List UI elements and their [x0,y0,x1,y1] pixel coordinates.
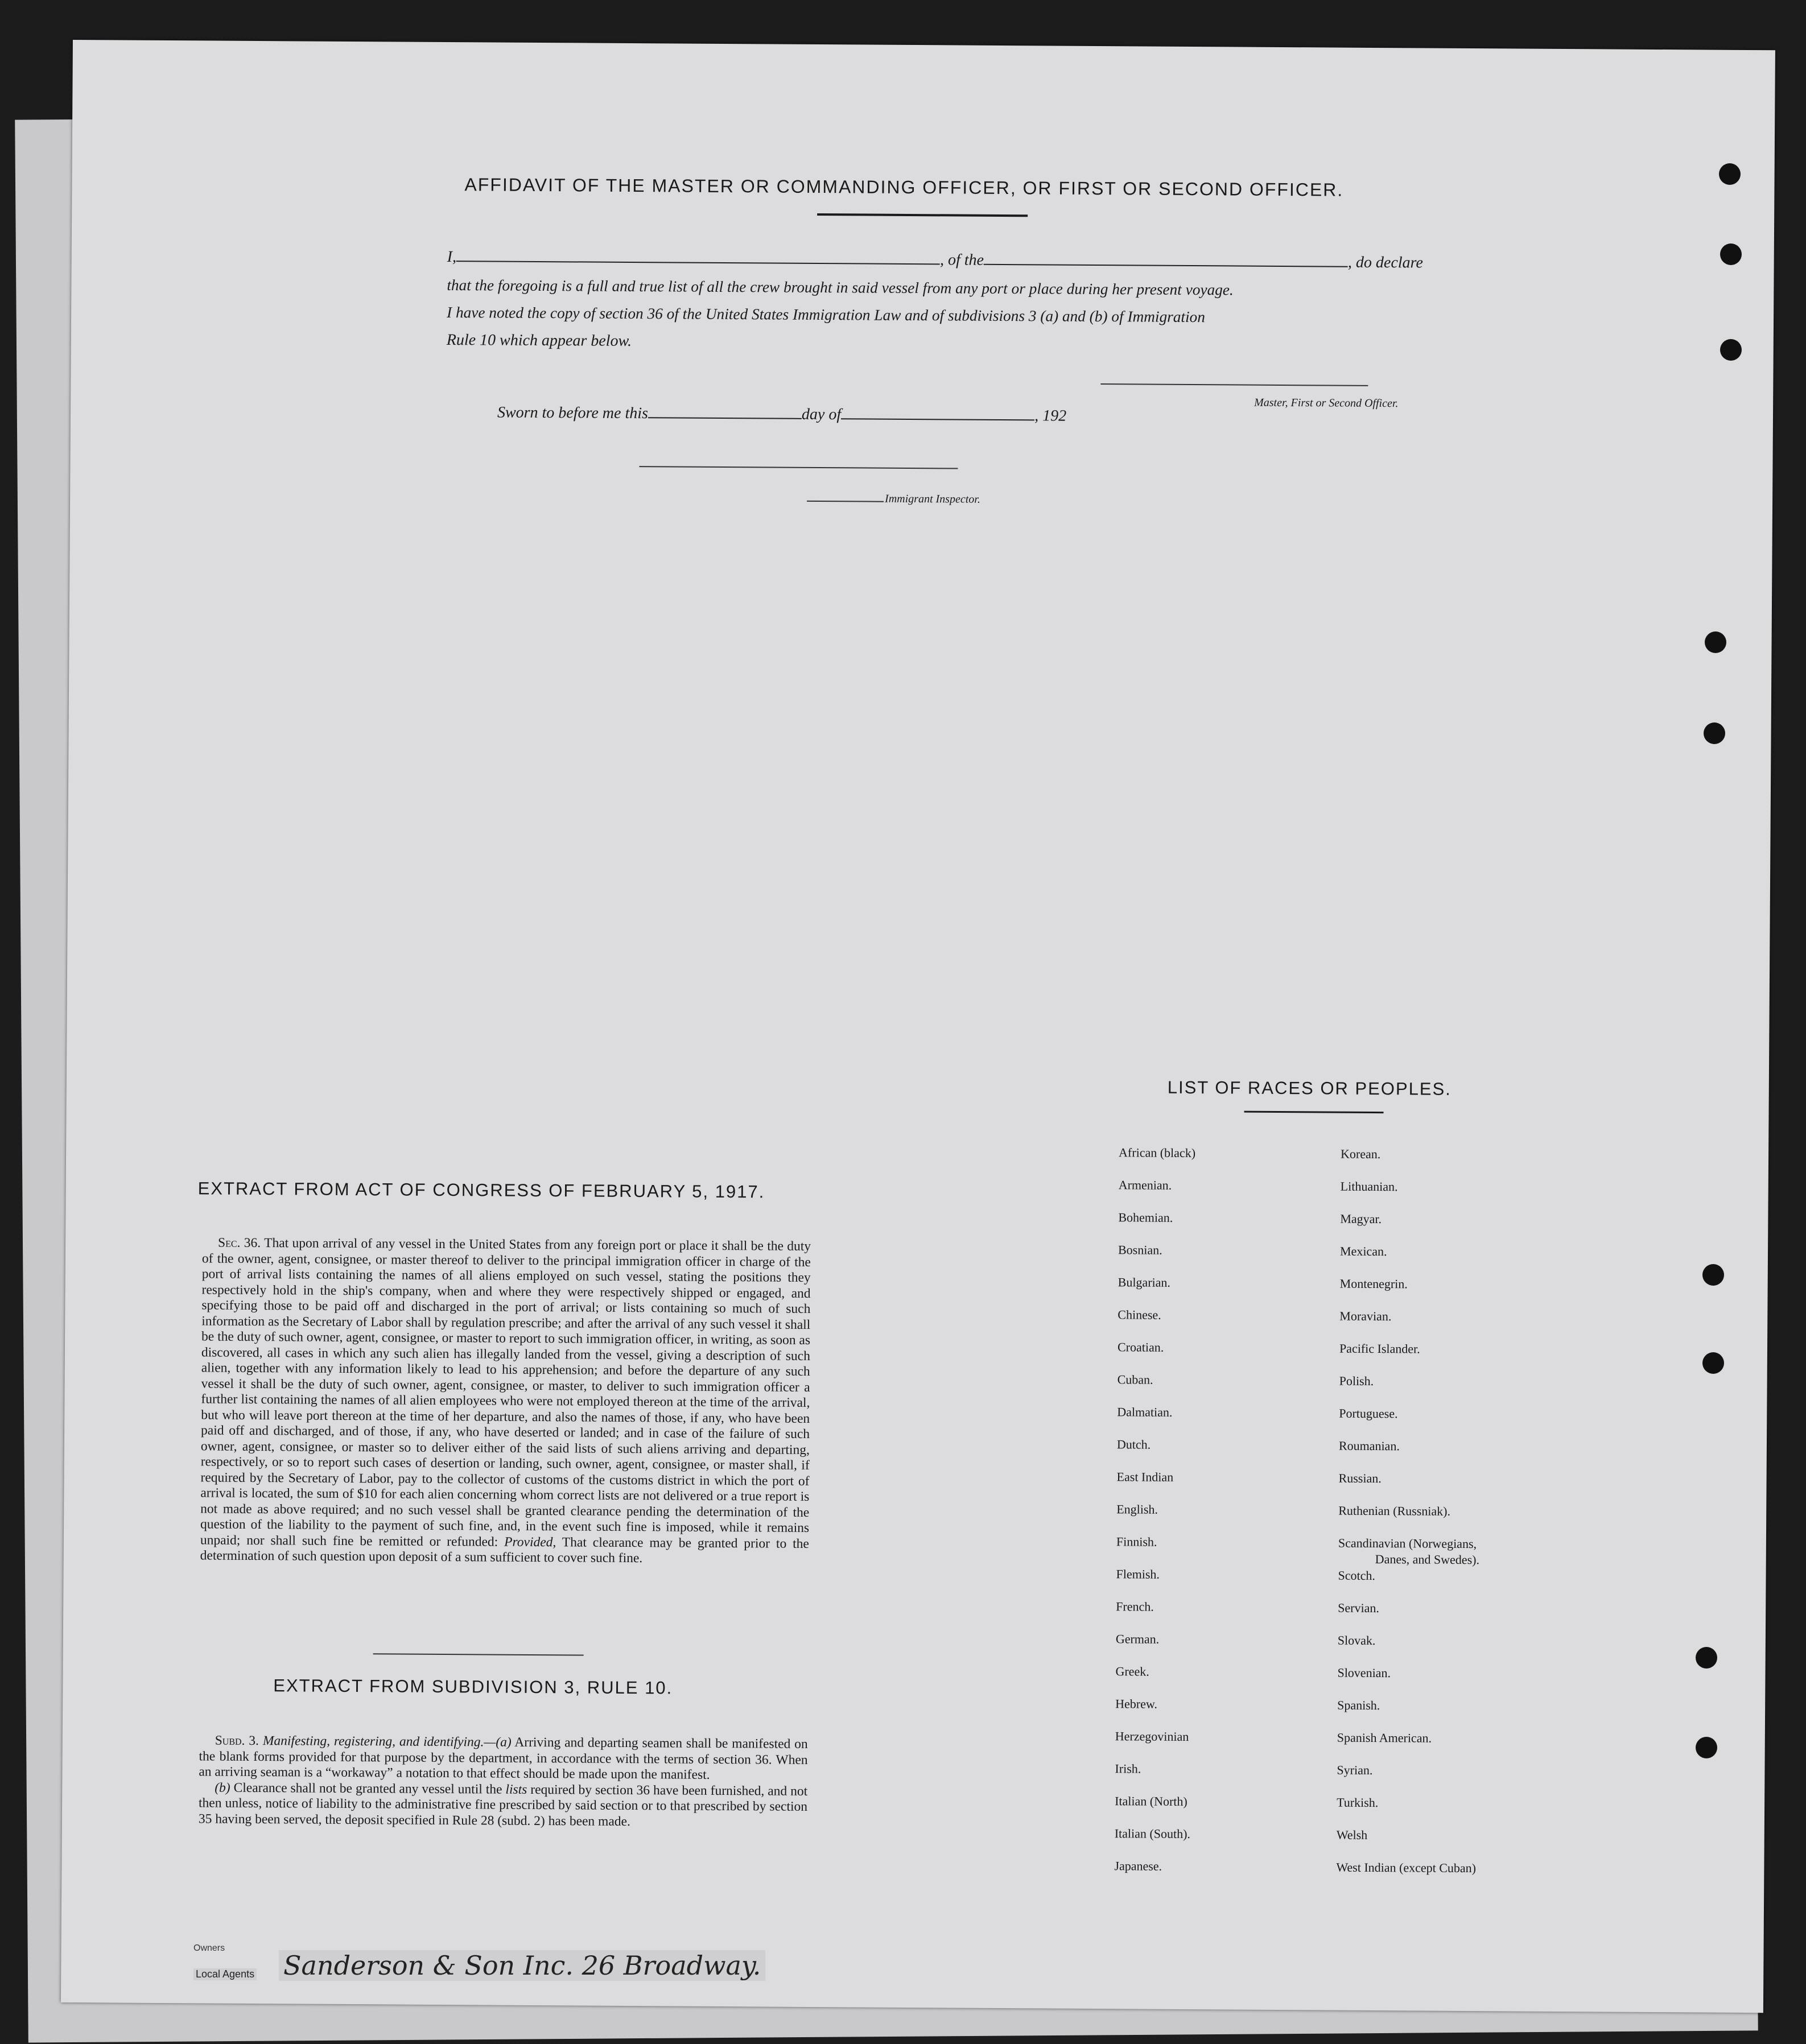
race-left-item: Finnish. [1116,1534,1157,1549]
race-left-item: English. [1116,1502,1158,1517]
race-left-item: Dutch. [1116,1437,1151,1452]
race-right-item: Russian. [1338,1471,1382,1486]
affidavit-line-2: that the foregoing is a full and true list of all the crew brought in said vessel from any port or place during her present voyage. [447,276,1234,299]
affidavit-line-3: I have noted the copy of section 36 of the United States Immigration Law and of subdivisions 3 (a) and (b) of Immigration [446,304,1205,326]
race-left-item: African (black) [1119,1145,1196,1161]
races-heading: LIST OF RACES OR PEOPLES. [1167,1077,1452,1099]
race-left-item: German. [1115,1632,1160,1646]
affidavit-heading: AFFIDAVIT OF THE MASTER OR COMMANDING OFFICER, OR FIRST OR SECOND OFFICER. [464,174,1344,200]
race-left-item: Hebrew. [1115,1696,1157,1711]
subd-label: Subd. 3. [215,1733,259,1749]
race-right-item: Portuguese. [1339,1406,1398,1421]
punch-hole-icon [1696,1737,1717,1758]
punch-hole-icon [1719,163,1741,185]
race-right-item: Spanish American. [1337,1730,1432,1745]
sworn-line [497,404,1066,426]
form-page [61,40,1775,2013]
para-a-mark: —(a) [484,1735,512,1750]
race-right-item: Polish. [1339,1373,1374,1389]
race-right-item: Pacific Islander. [1339,1341,1420,1356]
races-heading-rule [1244,1111,1384,1113]
race-right-item: Lithuanian. [1340,1179,1398,1194]
para-a-text: Arriving and departing seamen shall be manifested on the blank forms provided for that purpose by the department, in accordance with the terms of section 36. When an arriving seaman is a “workaway” a notation to that effect should be made upon the manifest. [199,1735,808,1782]
punch-hole-icon [1705,631,1726,653]
local-agents-handwritten: Sanderson & Son Inc. 26 Broadway. [279,1950,765,1981]
race-left-item: Greek. [1115,1664,1149,1679]
section-36-label: Sec. 36. [218,1235,261,1251]
inspector-short-line [807,501,884,502]
race-left-item: Irish. [1115,1761,1141,1776]
sworn-year: , 192 [1034,407,1067,425]
section-36-end: That clearance may be granted prior to the determination of such question upon deposit of a sum sufficient to cover such fine. [200,1534,809,1566]
race-left-item: Italian (North) [1115,1794,1187,1809]
race-right-item: Korean. [1341,1146,1381,1162]
race-left-item: Chinese. [1118,1307,1161,1322]
race-right-item: Servian. [1338,1600,1379,1616]
subd-title: Manifesting, registering, and identifying. [262,1733,484,1750]
affidavit-line-1 [447,248,1423,272]
sworn-day-of: day of [801,405,842,424]
para-b-text-2: required by section 36 have been furnished, and not then unless, notice of liability to the administrative fine prescribed by said section or to that prescribed by section 35 having been served, the deposit specified in Rule 28 (subd. 2) has been made. [198,1782,808,1829]
para-b-mark: (b) [215,1780,230,1795]
race-right-item: Slovak. [1337,1633,1376,1648]
affidavit-heading-rule [817,213,1028,217]
para-b-lists: lists [505,1782,527,1797]
race-right-item: Roumanian. [1338,1438,1400,1453]
race-left-item: Bulgarian. [1118,1275,1171,1290]
affidavit-do-declare: , do declare [1347,253,1423,272]
para-b-text-1: Clearance shall not be granted any vessel until the [233,1780,502,1797]
affidavit-of-the: , of the [939,251,984,269]
race-right-item: West Indian (except Cuban) [1336,1860,1477,1876]
race-right-item: Slovenian. [1337,1665,1391,1680]
master-signature-label: Master, First or Second Officer. [1254,396,1399,410]
race-right-item: Magyar. [1340,1211,1382,1227]
race-left-item: Croatian. [1117,1340,1164,1355]
inspector-label: Immigrant Inspector. [885,492,980,506]
race-left-item: East Indian [1116,1469,1174,1484]
vessel-blank[interactable] [984,251,1348,267]
subdivision-3-text [199,1733,808,1831]
race-left-item: Dalmatian. [1117,1405,1173,1419]
race-right-item: Scotch. [1338,1568,1376,1583]
local-agents-label: Local Agents [193,1968,257,1980]
race-left-item: Herzegovinian [1115,1729,1189,1744]
inspector-signature-line[interactable] [639,466,958,469]
section-36-body: That upon arrival of any vessel in the United States from any foreign port or place it shall be the duty of the owner, agent, consignee, or master thereof to deliver to the principal immigration officer in charge of the port of arrival lists containing the names of all aliens employed on such vessel, stating the positions they respectively hold in the ship's company, when and where they were respectively shipped or engaged, and specifying those to be paid off and discharged in the port of arrival; or lists containing so much of such information as the Secretary of Labor shall by regulation prescribe; and after the arrival of any such vessel it shall be the duty of such owner, agent, consignee, or master to report to such immigration officer, in writing, as soon as discovered, all cases in which any such alien has illegally landed from the vessel, giving a description of such alien, together with any information likely to lead to his apprehension; and before the departure of any such vessel it shall be the duty of such owner, agent, consignee, or master, to deliver to such immigration officer a further list containing the names of all alien employees who were not employed thereon at the time of the arrival, but who will leave port thereon at the time of her departure, and also the names of those, if any, who have been paid off and discharged, and of those, if any, who have deserted or landed; and in case of the failure of such owner, agent, consignee, or master so to deliver either of the said lists of such aliens arriving and departing, respectively, or so to report such cases of desertion or landing, such owner, agent, consignee, or master shall, if required by the Secretary of Labor, pay to the collector of customs of the customs district in which the port of arrival is located, the sum of $10 for each alien concerning whom correct lists are not delivered or a true report is not made as above required; and no such vessel shall be granted clearance pending the determination of the question of the liability to the payment of such fine, and, in the event such fine is imposed, while it remains unpaid; nor shall such fine be remitted or refunded: [200,1236,811,1550]
race-left-item: Bosnian. [1118,1242,1162,1257]
race-left-item: Italian (South). [1114,1826,1191,1841]
affidavit-line-4: Rule 10 which appear below. [446,331,632,350]
affidavit-i-prefix: I, [447,248,457,266]
race-right-item: Spanish. [1337,1698,1380,1713]
race-right-item: Scandinavian (Norwegians, [1338,1535,1477,1551]
month-blank[interactable] [841,406,1034,420]
bleed-through-text [402,153,410,175]
race-right-item: Turkish. [1337,1795,1379,1810]
punch-hole-icon [1720,243,1742,265]
provided-word: Provided, [504,1534,556,1550]
punch-hole-icon [1704,722,1725,744]
race-left-item: Japanese. [1114,1859,1162,1873]
race-right-item: Mexican. [1339,1244,1387,1259]
day-blank[interactable] [648,404,802,419]
race-left-item: Bohemian. [1118,1210,1173,1225]
name-blank[interactable] [456,248,940,265]
sworn-prefix: Sworn to before me this [497,403,649,423]
act-extract-heading: EXTRACT FROM ACT OF CONGRESS OF FEBRUARY 5, 1917. [197,1178,765,1202]
punch-hole-icon [1702,1352,1724,1374]
owners-label: Owners [193,1943,225,1953]
punch-hole-icon [1702,1264,1724,1286]
extract-divider [373,1653,584,1655]
race-left-item: Cuban. [1117,1372,1153,1387]
rule-extract-heading: EXTRACT FROM SUBDIVISION 3, RULE 10. [273,1675,673,1698]
master-signature-line[interactable] [1100,383,1368,386]
race-right-item: Syrian. [1337,1762,1373,1778]
race-left-item: Flemish. [1116,1567,1160,1581]
race-right-continuation: Danes, and Swedes). [1375,1552,1480,1567]
punch-hole-icon [1696,1647,1717,1669]
race-left-item: French. [1116,1599,1154,1614]
punch-hole-icon [1720,339,1742,361]
race-left-item: Armenian. [1118,1178,1172,1192]
section-36-text [200,1235,811,1567]
race-right-item: Welsh [1336,1827,1368,1842]
race-right-item: Ruthenian (Russniak). [1338,1503,1451,1518]
race-right-item: Montenegrin. [1339,1276,1408,1291]
race-right-item: Moravian. [1339,1308,1392,1324]
